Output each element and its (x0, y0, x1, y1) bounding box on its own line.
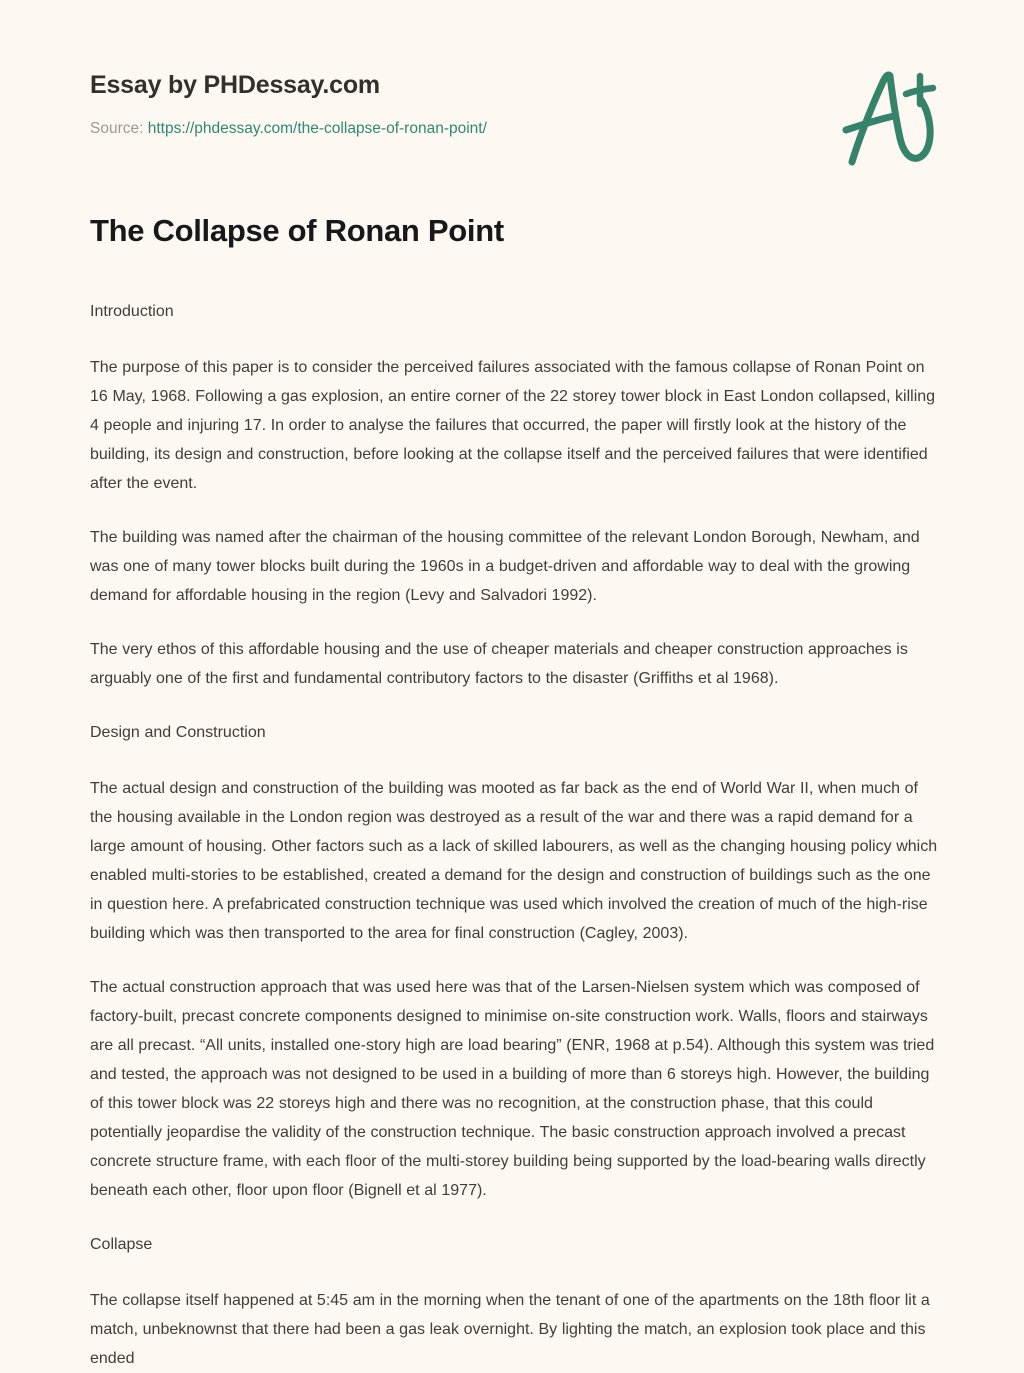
body-paragraph: The actual design and construction of the building was mooted as far back as the end of World War II, when much of the housing available in the London region was destroyed as a result of the war and there was a rapid demand for a large amount of housing. Other factors such as a lack of skilled labourers, as well as the changing housing policy which enabled multi-stories to be established, created a demand for the design and construction of buildings such as the one in question here. A prefabricated construction technique was used which involved the creation of much of the high-rise building which was then transported to the area for final construction (Cagley, 2003). (90, 779, 938, 942)
article-body (90, 212, 938, 1373)
brand-title: Essay by PHDessay.com (90, 71, 380, 99)
article-blocks (90, 297, 938, 1373)
source-label: Source: (90, 120, 144, 137)
body-paragraph: The very ethos of this affordable housing and the use of cheaper materials and cheaper construction approaches is arguably one of the first and fundamental contributory factors to the disaster (Griffiths et al 1968). (90, 640, 908, 687)
body-paragraph: The purpose of this paper is to consider the perceived failures associated with the famous collapse of Ronan Point on 16 May, 1968. Following a gas explosion, an entire corner of the 22 storey tower block in East London collapsed, killing 4 people and injuring 17. In order to analyse the failures that occurred, the paper will firstly look at the history of the building, its design and construction, before looking at the collapse itself and the perceived failures that were identified after the event. (90, 358, 936, 492)
section-heading: Design and Construction (90, 723, 266, 741)
source-url-link[interactable]: https://phdessay.com/the-collapse-of-ronan-point/ (147, 120, 487, 137)
body-paragraph: The building was named after the chairman of the housing committee of the relevant London Borough, Newham, and was one of many tower blocks built during the 1960s in a budget-driven and affordable way to deal with the growing demand for affordable housing in the region (Levy and Salvadori 1992). (90, 528, 920, 604)
body-paragraph: The collapse itself happened at 5:45 am in the morning when the tenant of one of the apartments on the 18th floor lit a match, unbeknownst that there had been a gas leak overnight. By lighting the match, an explosion took place and this ended (90, 1291, 930, 1367)
source-line (90, 118, 936, 140)
section-heading: Introduction (90, 302, 174, 320)
body-paragraph: The actual construction approach that was used here was that of the Larsen-Nielsen system which was composed of factory-built, precast concrete components designed to minimise on-site construction work. Walls, floors and stairways are all precast. “All units, installed one-story high are load bearing” (ENR, 1968 at p.54). Although this system was tried and tested, the approach was not designed to be used in a building of more than 6 storeys high. However, the building of this tower block was 22 storeys high and there was no recognition, at the construction phase, that this could potentially jeopardise the validity of the construction technique. The basic construction approach involved a precast concrete structure frame, with each floor of the multi-storey building being supported by the load-bearing walls directly beneath each other, floor upon floor (Bignell et al 1977). (90, 978, 935, 1199)
section-heading: Collapse (90, 1235, 153, 1253)
page-title: The Collapse of Ronan Point (90, 213, 504, 248)
a-plus-logo-icon (832, 62, 952, 172)
a-plus-logo (832, 62, 952, 172)
